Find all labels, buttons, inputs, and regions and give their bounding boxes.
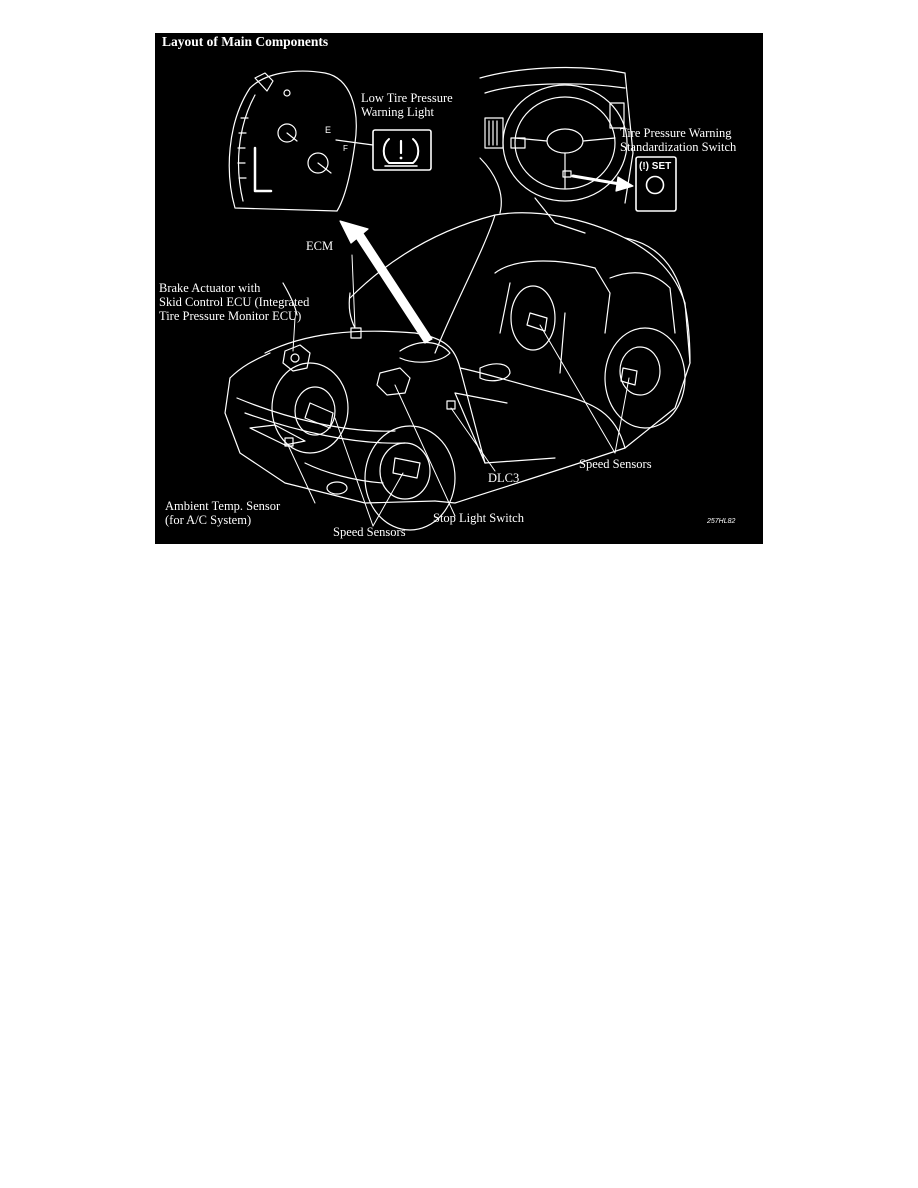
figure-code: 257HL82 xyxy=(707,518,736,525)
leader-lines xyxy=(288,255,629,526)
switch-set-text: (!) SET xyxy=(639,161,672,172)
vehicle-illustration xyxy=(225,213,690,530)
label-brake-actuator: Brake Actuator with Skid Control ECU (Integrated Tire Pressure Monitor ECU) xyxy=(159,281,310,323)
instrument-cluster-illustration xyxy=(229,71,373,211)
label-low-tire-pressure-warning-light: Low Tire Pressure Warning Light xyxy=(361,91,453,119)
steering-wheel-illustration xyxy=(480,68,633,233)
label-tire-pressure-standardization-switch: Tire Pressure Warning Standardization Switch xyxy=(620,126,737,154)
figure-title: Layout of Main Components xyxy=(162,34,329,49)
label-stop-light-switch: Stop Light Switch xyxy=(433,511,524,525)
label-ecm: ECM xyxy=(306,239,334,253)
svg-text:E: E xyxy=(325,125,332,135)
svg-text:F: F xyxy=(343,144,348,153)
label-ambient-temp-sensor: Ambient Temp. Sensor (for A/C System) xyxy=(165,499,281,527)
label-speed-sensors-rear: Speed Sensors xyxy=(579,457,652,471)
component-layout-diagram xyxy=(155,33,763,544)
label-dlc3: DLC3 xyxy=(488,471,520,485)
tire-pressure-warning-light-icon xyxy=(373,130,431,170)
label-speed-sensors-front: Speed Sensors xyxy=(333,525,406,539)
